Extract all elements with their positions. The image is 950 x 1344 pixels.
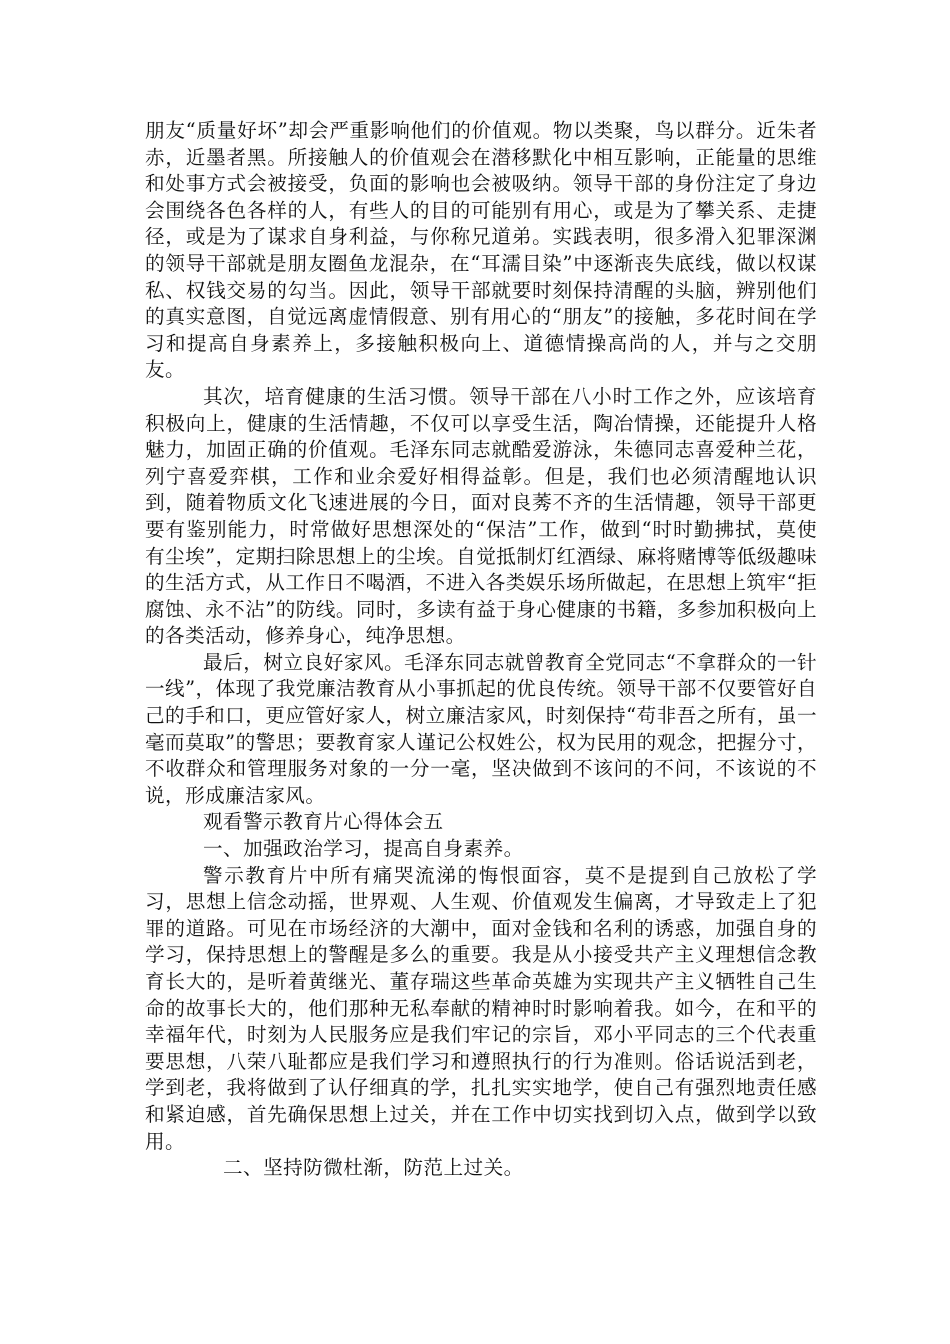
section-title: 观看警示教育片心得体会五 bbox=[203, 810, 444, 834]
body-paragraph: 警示教育片中所有痛哭流涕的悔恨面容，莫不是提到自己放松了学习，思想上信念动摇，世界观、人生观、价值观发生偏离，才导致走上了犯罪的道路。可见在市场经济的大潮中，面对金钱和名利的诱惑，加强自身的学习，保持思想上的警醒是多么的重要。我是从小接受共产主义理想信念教育长大的，是听着黄继光、董存瑞这些革命英雄为实现共产主义牺牲自己生命的故事长大的，他们那种无私奉献的精神时时影响着我。如今，在和平的幸福年代，时刻为人民服务应是我们牢记的宗旨，邓小平同志的三个代表重要思想，八荣八耻都应是我们学习和遵照执行的行为准则。俗话说活到老，学到老，我将做到了认仔细真的学，扎扎实实地学，使自己有强烈地责任感和紧迫感，首先确保思想上过关，并在工作中切实找到切入点，做到学以致用。 bbox=[145, 863, 817, 1153]
document-page bbox=[145, 118, 817, 1182]
body-paragraph: 最后，树立良好家风。毛泽东同志就曾教育全党同志“不拿群众的一针一线”，体现了我党廉洁教育从小事抓起的优良传统。领导干部不仅要管好自己的手和口，更应管好家人，树立廉洁家风，时刻保持“苟非吾之所有，虽一毫而莫取”的警思；要教育家人谨记公权姓公，权为民用的观念，把握分寸，不收群众和管理服务对象的一分一毫，坚决做到不该问的不问，不该说的不说，形成廉洁家风。 bbox=[145, 650, 817, 807]
body-paragraph: 其次，培育健康的生活习惯。领导干部在八小时工作之外，应该培育积极向上，健康的生活情趣，不仅可以享受生活，陶冶情操，还能提升人格魅力，加固正确的价值观。毛泽东同志就酷爱游泳，朱德同志喜爱种兰花，列宁喜爱弈棋，工作和业余爱好相得益彰。但是，我们也必须清醒地认识到，随着物质文化飞速进展的今日，面对良莠不齐的生活情趣，领导干部更要有鉴别能力，时常做好思想深处的“保洁”工作，做到“时时勤拂拭，莫使有尘埃”，定期扫除思想上的尘埃。自觉抵制灯红酒绿、麻将赌博等低级趣味的生活方式，从工作日不喝酒，不进入各类娱乐场所做起，在思想上筑牢“拒腐蚀、永不沾”的防线。同时，多读有益于身心健康的书籍，多参加积极向上的各类活动，修养身心，纯净思想。 bbox=[145, 384, 817, 648]
subheading: 二、坚持防微杜渐，防范上过关。 bbox=[223, 1156, 524, 1180]
body-paragraph: 朋友“质量好坏”却会严重影响他们的价值观。物以类聚，鸟以群分。近朱者赤，近墨者黑。所接触人的价值观会在潜移默化中相互影响，正能量的思维和处事方式会被接受，负面的影响也会被吸纳。领导干部的身份注定了身边会围绕各色各样的人，有些人的目的可能别有用心，或是为了攀关系、走捷径，或是为了谋求自身利益，与你称兄道弟。实践表明，很多滑入犯罪深渊的领导干部就是朋友圈鱼龙混杂，在“耳濡目染”中逐渐丧失底线，做以权谋私、权钱交易的勾当。因此，领导干部就要时刻保持清醒的头脑，辨别他们的真实意图，自觉远离虚情假意、别有用心的“朋友”的接触，多花时间在学习和提高自身素养上，多接触积极向上、道德情操高尚的人，并与之交朋友。 bbox=[145, 119, 817, 382]
subheading: 一、加强政治学习，提高自身素养。 bbox=[203, 837, 524, 861]
